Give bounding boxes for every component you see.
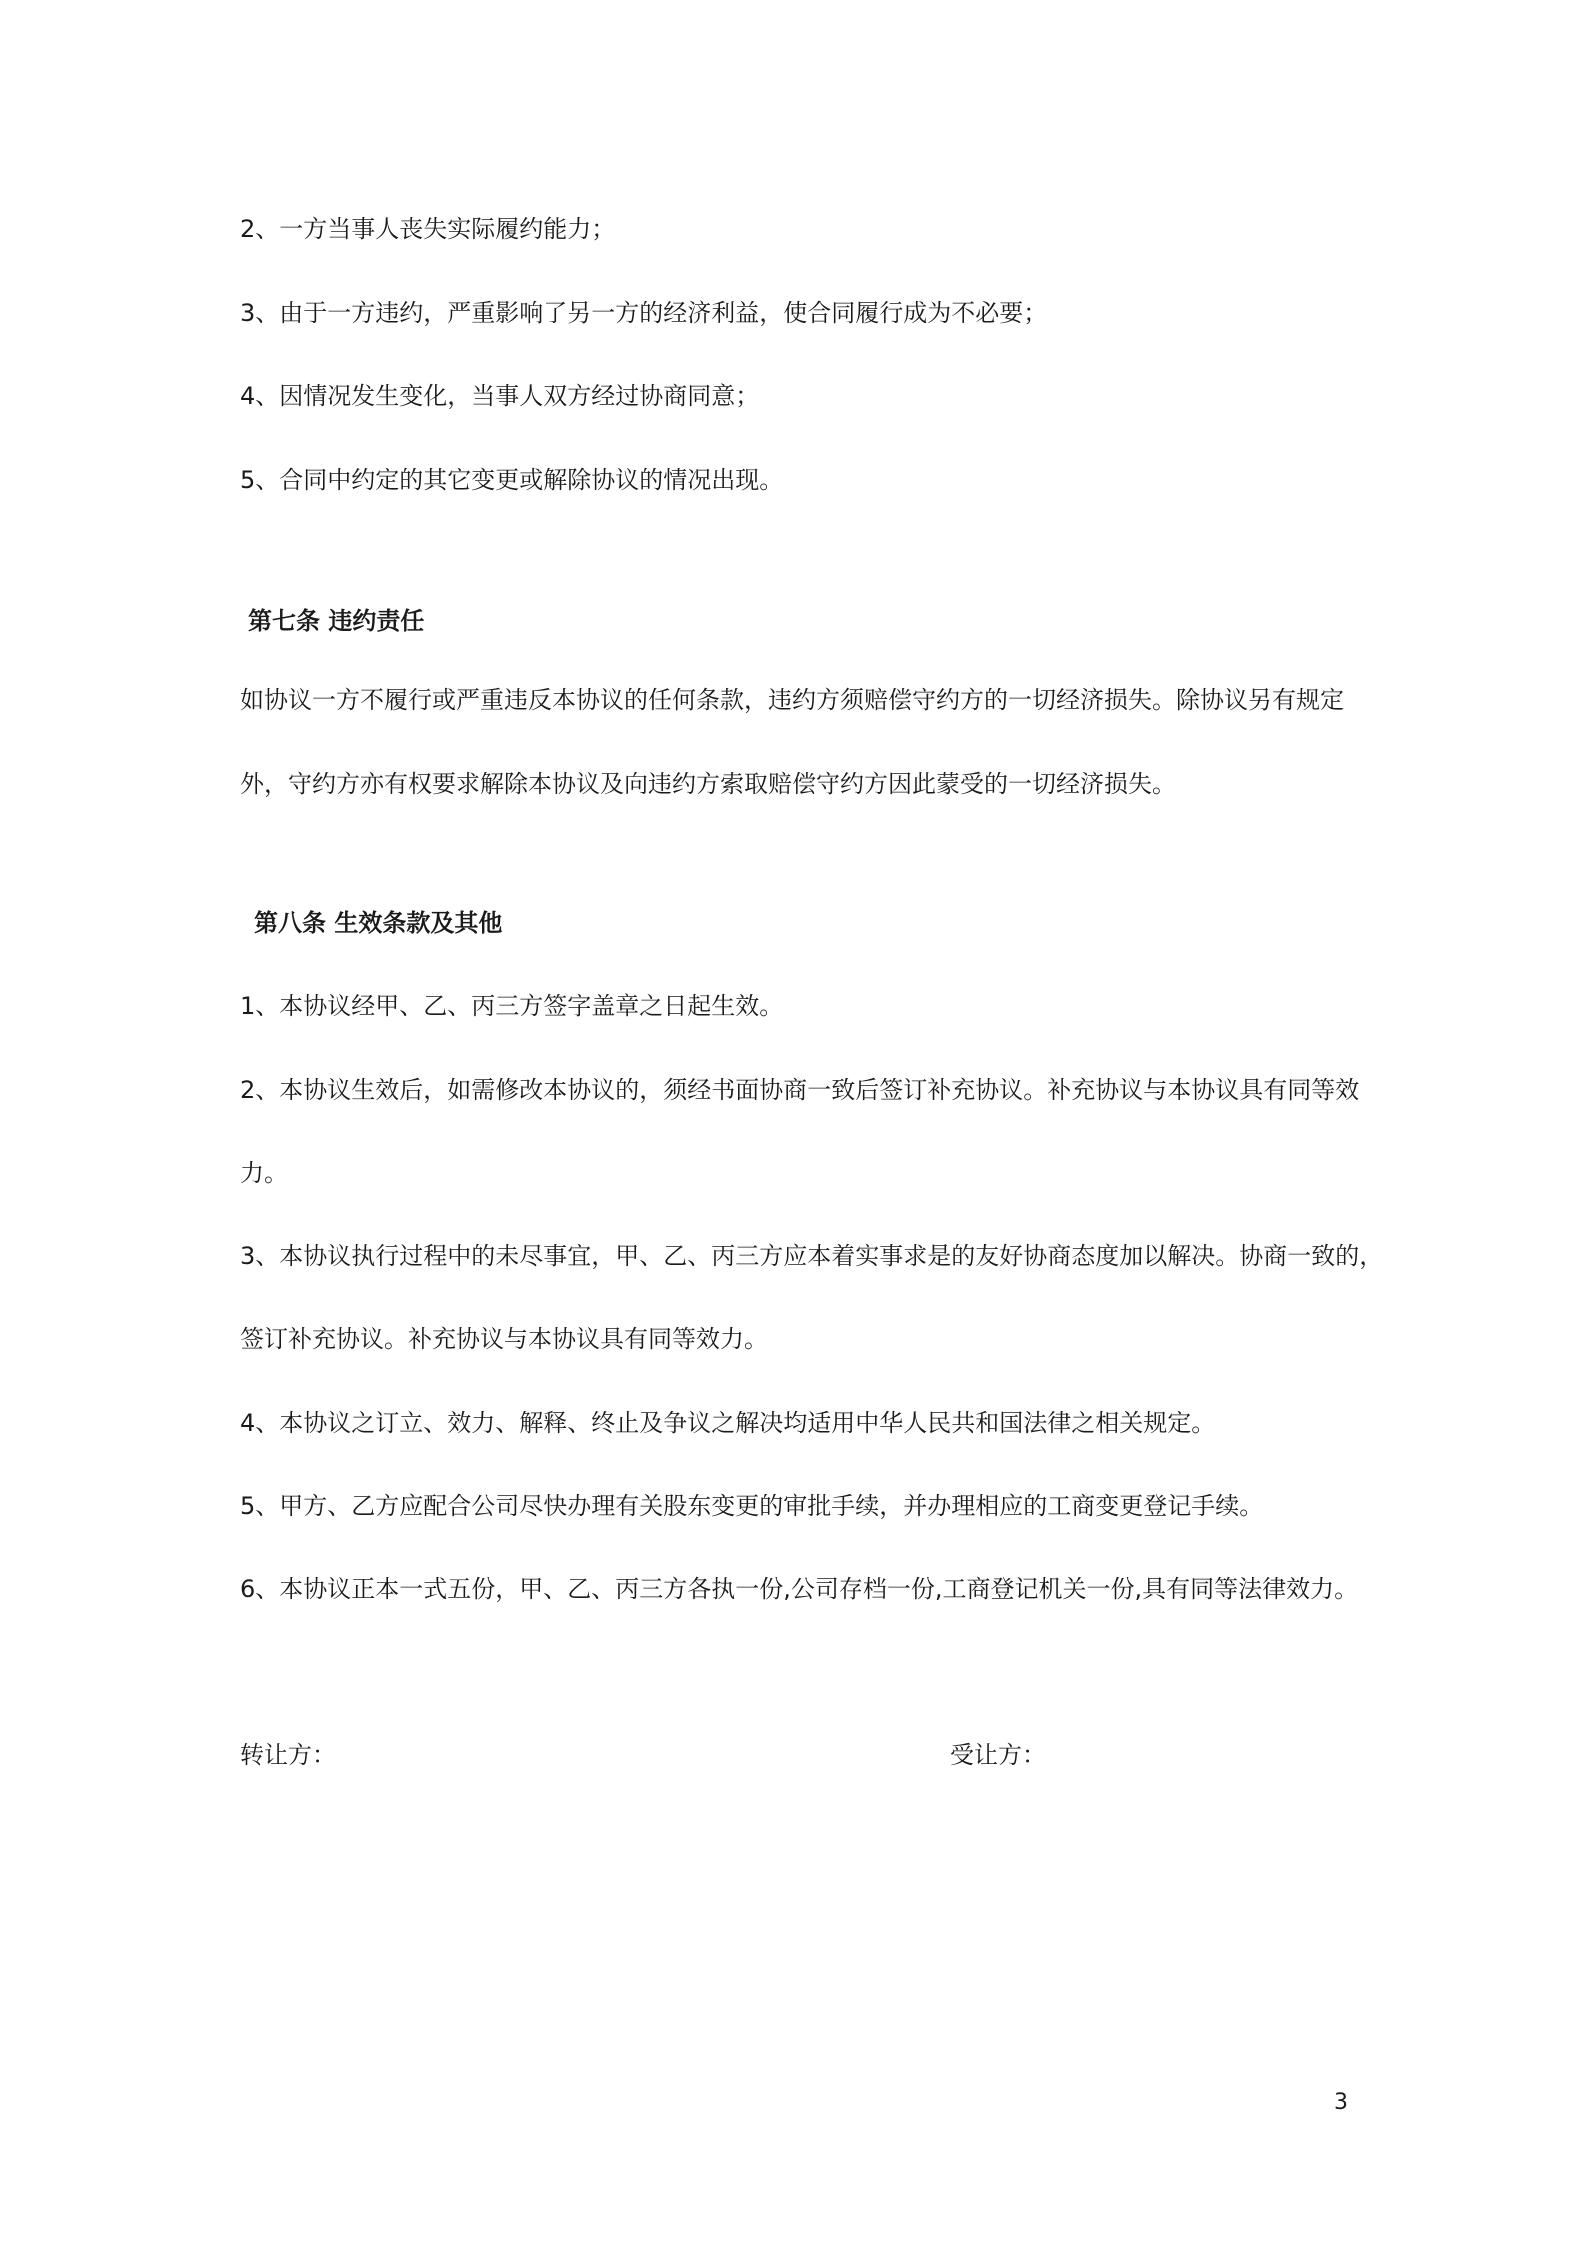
article8-line: 6、本协议正本一式五份，甲、乙、丙三方各执一份,公司存档一份,工商登记机关一份,具有同等法律效力。	[240, 1575, 1359, 1603]
clause-line: 4、因情况发生变化，当事人双方经过协商同意；	[240, 382, 760, 410]
article8-line: 1、本协议经甲、乙、丙三方签字盖章之日起生效。	[240, 992, 784, 1020]
article7-heading: 第七条 违约责任	[248, 607, 425, 635]
transferee-label: 受让方：	[950, 1741, 1046, 1769]
article7-line: 如协议一方不履行或严重违反本协议的任何条款，违约方须赔偿守约方的一切经济损失。除协议另有规定	[240, 686, 1344, 714]
page-number: 3	[1334, 2090, 1348, 2115]
clause-line: 3、由于一方违约，严重影响了另一方的经济利益，使合同履行成为不必要；	[240, 299, 1048, 327]
article8-line: 5、甲方、乙方应配合公司尽快办理有关股东变更的审批手续，并办理相应的工商变更登记手续。	[240, 1492, 1264, 1520]
transferor-label: 转让方：	[240, 1741, 336, 1769]
article8-line: 2、本协议生效后，如需修改本协议的，须经书面协商一致后签订补充协议。补充协议与本协议具有同等效	[240, 1076, 1360, 1104]
article7-line: 外，守约方亦有权要求解除本协议及向违约方索取赔偿守约方因此蒙受的一切经济损失。	[240, 770, 1176, 798]
article8-line: 3、本协议执行过程中的未尽事宜，甲、乙、丙三方应本着实事求是的友好协商态度加以解决。协商一致的，	[240, 1242, 1384, 1270]
article8-line: 力。	[240, 1159, 288, 1187]
article8-line: 签订补充协议。补充协议与本协议具有同等效力。	[240, 1325, 768, 1353]
clause-line: 5、合同中约定的其它变更或解除协议的情况出现。	[240, 466, 784, 494]
article8-heading: 第八条 生效条款及其他	[254, 909, 503, 937]
article8-line: 4、本协议之订立、效力、解释、终止及争议之解决均适用中华人民共和国法律之相关规定。	[240, 1409, 1216, 1437]
clause-line: 2、一方当事人丧失实际履约能力；	[240, 215, 616, 243]
